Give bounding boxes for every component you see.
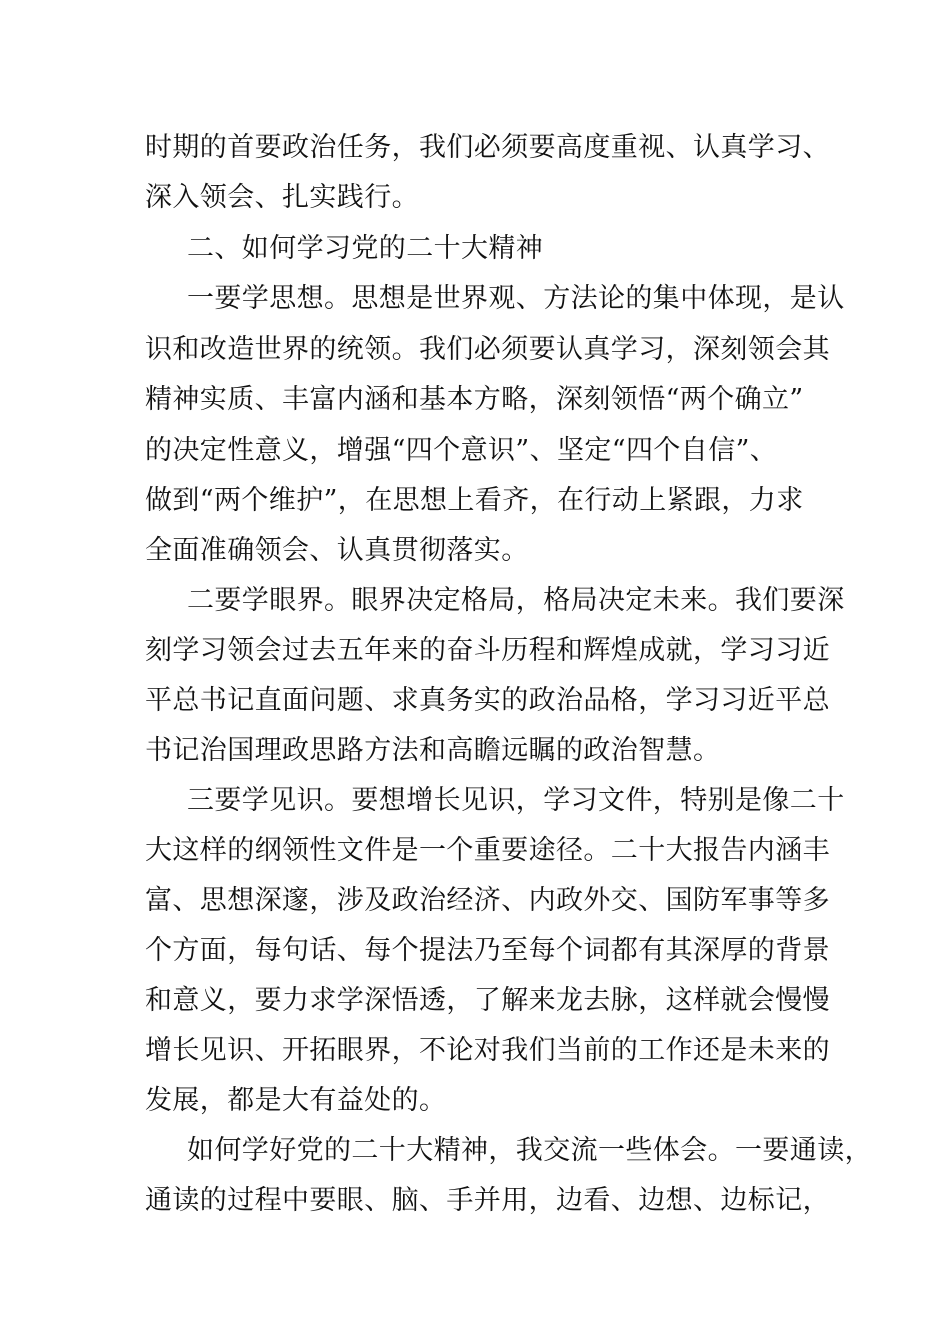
text-line: 通读的过程中要眼、脑、手并用，边看、边想、边标记，	[145, 1185, 830, 1216]
text-line: 深入领会、扎实践行。	[145, 182, 419, 213]
text-line: 刻学习领会过去五年来的奋斗历程和辉煌成就，学习习近	[145, 635, 830, 666]
text-line: 如何学好党的二十大精神，我交流一些体会。一要通读，	[187, 1135, 872, 1166]
text-line: 二要学眼界。眼界决定格局，格局决定未来。我们要深	[187, 585, 845, 616]
text-line: 的决定性意义，增强“四个意识”、坚定“四个自信”、	[145, 435, 778, 466]
text-line: 全面准确领会、认真贯彻落实。	[145, 535, 529, 566]
text-line: 一要学思想。思想是世界观、方法论的集中体现，是认	[187, 283, 845, 314]
text-line: 识和改造世界的统领。我们必须要认真学习，深刻领会其	[145, 334, 830, 365]
text-line: 书记治国理政思路方法和高瞻远瞩的政治智慧。	[145, 735, 721, 766]
text-line: 精神实质、丰富内涵和基本方略，深刻领悟“两个确立”	[145, 384, 804, 415]
text-line: 发展，都是大有益处的。	[145, 1085, 447, 1116]
text-line: 平总书记直面问题、求真务实的政治品格，学习习近平总	[145, 685, 830, 716]
text-line: 做到“两个维护”，在思想上看齐，在行动上紧跟，力求	[145, 485, 804, 516]
section-heading: 二、如何学习党的二十大精神	[187, 233, 544, 264]
text-line: 大这样的纲领性文件是一个重要途径。二十大报告内涵丰	[145, 835, 830, 866]
text-line: 时期的首要政治任务，我们必须要高度重视、认真学习、	[145, 132, 830, 163]
text-line: 富、思想深邃，涉及政治经济、内政外交、国防军事等多	[145, 885, 830, 916]
text-line: 三要学见识。要想增长见识，学习文件，特别是像二十	[187, 785, 845, 816]
text-line: 个方面，每句话、每个提法乃至每个词都有其深厚的背景	[145, 935, 830, 966]
text-line: 增长见识、开拓眼界，不论对我们当前的工作还是未来的	[145, 1035, 830, 1066]
text-line: 和意义，要力求学深悟透，了解来龙去脉，这样就会慢慢	[145, 985, 830, 1016]
